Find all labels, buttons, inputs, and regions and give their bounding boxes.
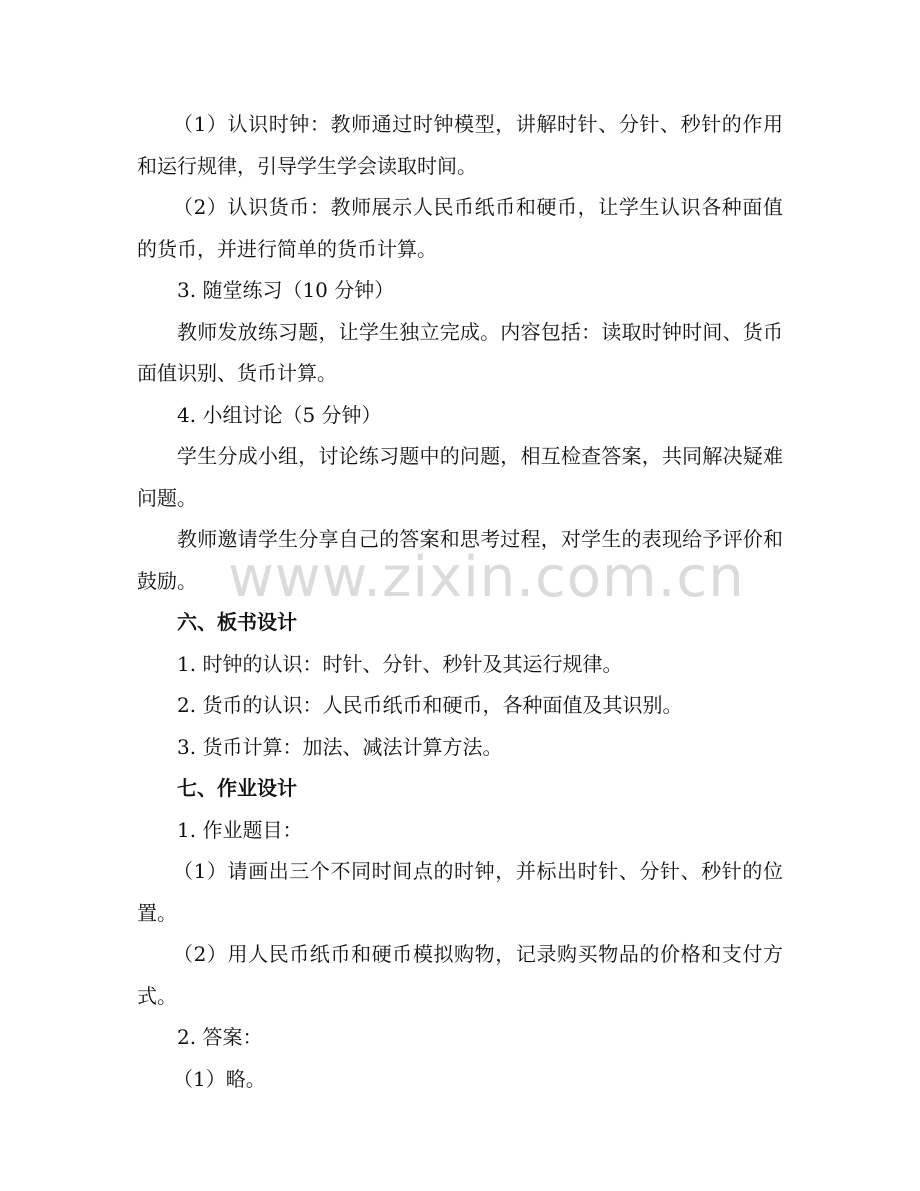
- paragraph-clock-recognition: （1）认识时钟：教师通过时钟模型，讲解时针、分针、秒针的作用和运行规律，引导学生学会读取时间。: [137, 112, 783, 178]
- paragraph-homework-item-1: （1）请画出三个不同时间点的时钟，并标出时针、分针、秒针的位置。: [137, 859, 783, 925]
- paragraph-practice-body: 教师发放练习题，让学生独立完成。内容包括：读取时钟时间、货币面值识别、货币计算。: [137, 319, 783, 385]
- paragraph-board-item-3: 3. 货币计算：加法、减法计算方法。: [177, 734, 503, 759]
- paragraph-homework-title: 1. 作业题目：: [177, 817, 303, 842]
- section-heading-homework: 七、作业设计: [177, 776, 297, 800]
- document-body: [137, 104, 783, 1100]
- section-heading-board-design: 六、板书设计: [177, 610, 297, 634]
- paragraph-discussion-title: 4. 小组讨论（5 分钟）: [177, 402, 382, 427]
- paragraph-currency-recognition: （2）认识货币：教师展示人民币纸币和硬币，让学生认识各种面值的货币，并进行简单的货币计算。: [137, 195, 783, 261]
- paragraph-homework-item-2: （2）用人民币纸币和硬币模拟购物，记录购买物品的价格和支付方式。: [137, 942, 783, 1008]
- paragraph-board-item-2: 2. 货币的认识：人民币纸币和硬币，各种面值及其识别。: [177, 693, 683, 717]
- paragraph-sharing-body: 教师邀请学生分享自己的答案和思考过程，对学生的表现给予评价和鼓励。: [137, 527, 783, 593]
- paragraph-practice-title: 3. 随堂练习（10 分钟）: [177, 278, 395, 302]
- paragraph-answer-title: 2. 答案：: [177, 1025, 263, 1049]
- paragraph-answer-item-1: （1）略。: [173, 1066, 266, 1091]
- paragraph-discussion-body: 学生分成小组，讨论练习题中的问题，相互检查答案，共同解决疑难问题。: [137, 444, 783, 510]
- watermark-text: www.zixin.com.cn: [228, 545, 745, 610]
- paragraph-board-item-1: 1. 时钟的认识：时针、分针、秒针及其运行规律。: [177, 651, 623, 676]
